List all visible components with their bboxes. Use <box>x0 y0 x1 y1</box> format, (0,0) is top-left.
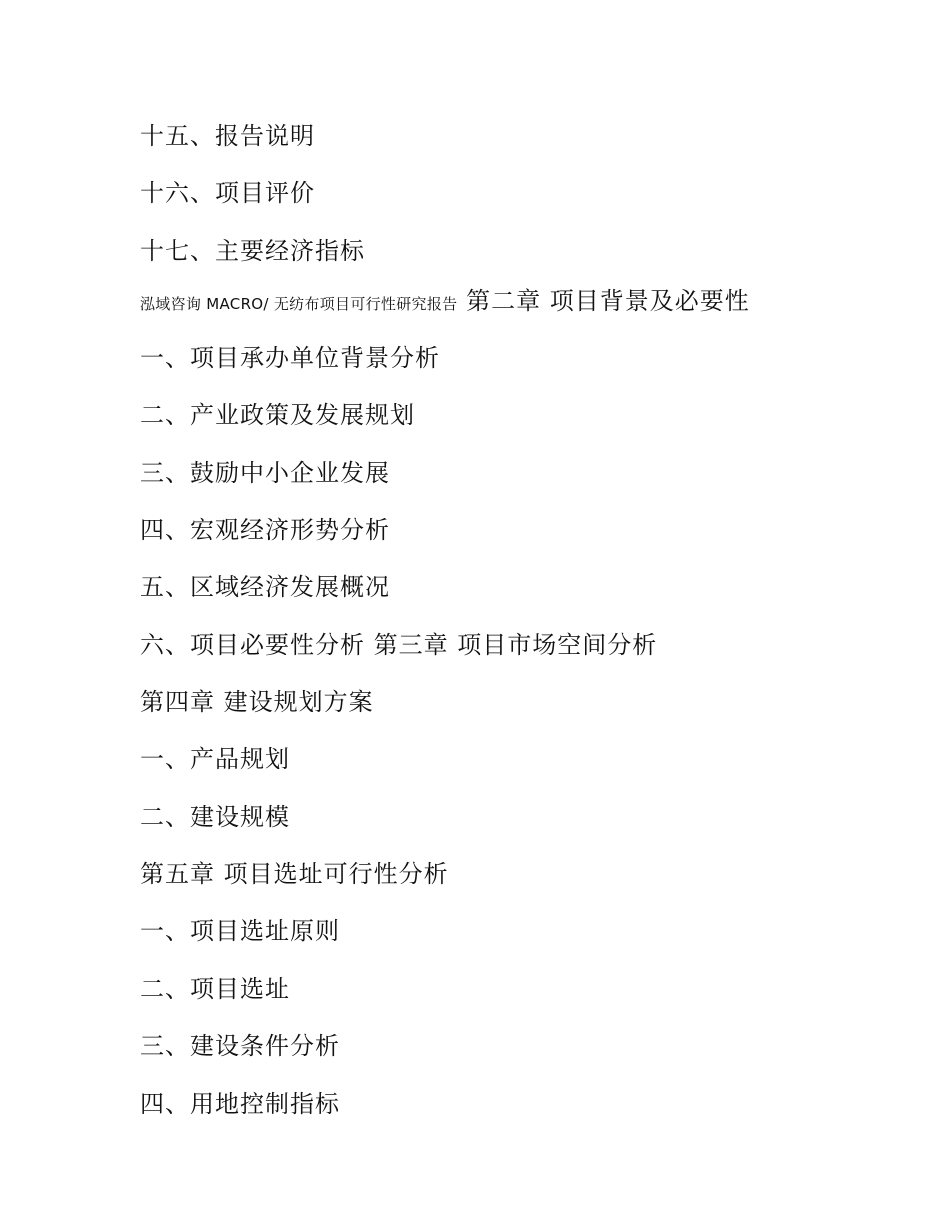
chapter-title: 第二章 项目背景及必要性 <box>466 287 750 315</box>
toc-line: 一、产品规划 <box>140 745 290 773</box>
toc-line: 五、区域经济发展概况 <box>140 573 390 601</box>
toc-line: 一、项目承办单位背景分析 <box>140 344 440 372</box>
toc-line-mixed <box>140 285 750 320</box>
toc-line: 六、项目必要性分析 第三章 项目市场空间分析 <box>140 631 658 659</box>
toc-line: 二、项目选址 <box>140 975 290 1003</box>
toc-line: 三、建设条件分析 <box>140 1032 340 1060</box>
toc-line: 十七、主要经济指标 <box>140 237 365 265</box>
toc-line: 第四章 建设规划方案 <box>140 688 374 716</box>
running-header: 泓域咨询 MACRO/ 无纺布项目可行性研究报告 <box>140 295 458 313</box>
toc-line: 一、项目选址原则 <box>140 917 340 945</box>
toc-line: 十六、项目评价 <box>140 179 315 207</box>
toc-line: 二、建设规模 <box>140 803 290 831</box>
toc-line: 第五章 项目选址可行性分析 <box>140 860 449 888</box>
toc-line: 十五、报告说明 <box>140 122 315 150</box>
toc-line: 二、产业政策及发展规划 <box>140 401 415 429</box>
toc-line: 四、宏观经济形势分析 <box>140 516 390 544</box>
toc-line: 三、鼓励中小企业发展 <box>140 459 390 487</box>
toc-line: 四、用地控制指标 <box>140 1090 340 1118</box>
